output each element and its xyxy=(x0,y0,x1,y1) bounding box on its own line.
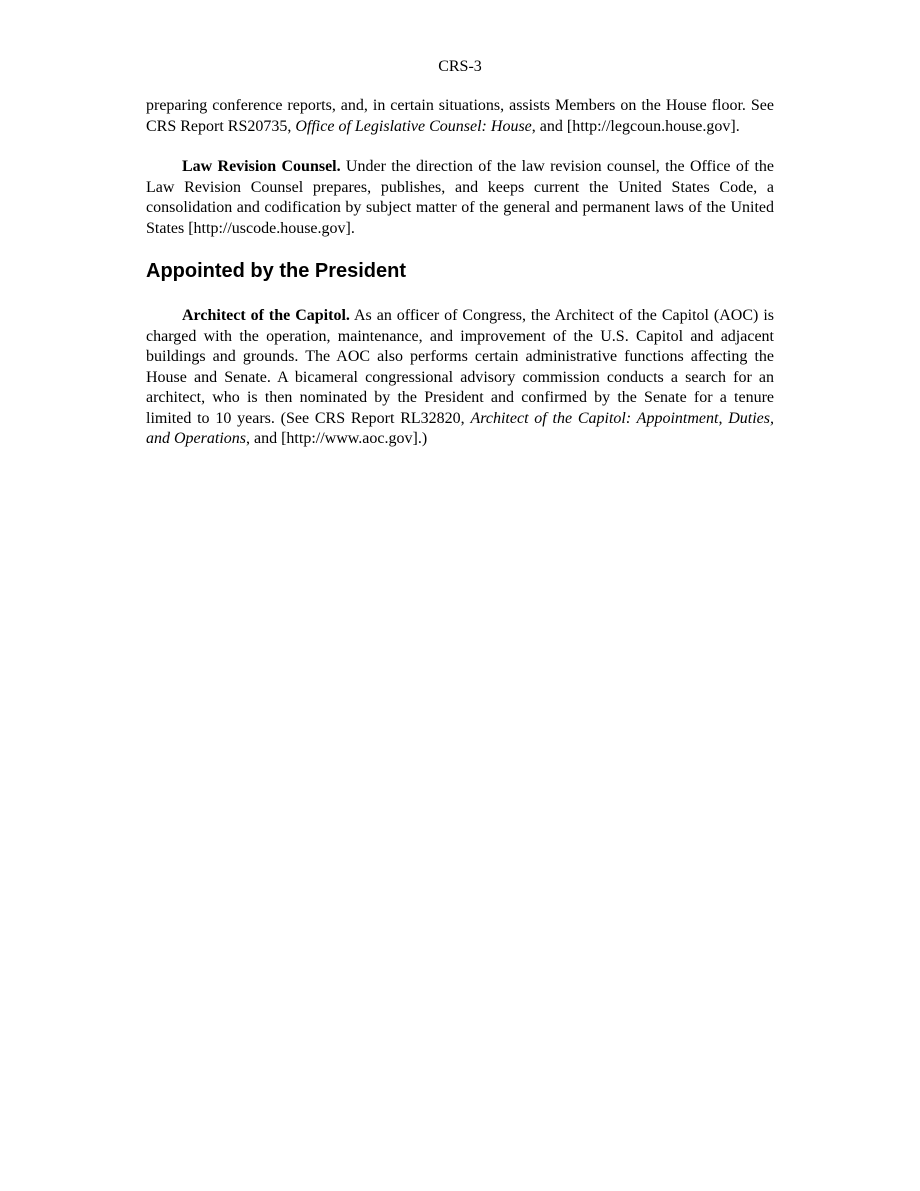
page-number: CRS-3 xyxy=(438,58,482,75)
paragraph-text: Under the direction of the law revision counsel, the Office of the Law Revision Counsel prepares, publishes, and keeps current the United States Code, a consolidation and codification by subject matter of the general and permanent laws of the United States [http://uscode.house.gov]. xyxy=(146,158,774,237)
paragraph-text: , and [http://legcoun.house.gov]. xyxy=(531,117,740,135)
paragraph-architect-of-the-capitol xyxy=(146,306,774,450)
report-title: Office of Legislative Counsel: House xyxy=(295,117,532,135)
run-in-heading: Architect of the Capitol. xyxy=(182,307,350,324)
paragraph-text: preparing conference reports, and, in certain situations, assists Members on the House floor. See CRS Report RS20735, xyxy=(146,97,774,135)
paragraph-law-revision-counsel xyxy=(146,157,774,239)
paragraph-text: As an officer of Congress, the Architect of the Capitol (AOC) is charged with the operation, maintenance, and improvement of the U.S. Capitol and adjacent buildings and grounds. The AOC also performs certain administrative functions affecting the House and Senate. A bicameral congressional advisory commission conducts a search for an architect, who is then nominated by the President and confirmed by the Senate for a tenure limited to 10 years. (See CRS Report RL32820, xyxy=(146,307,775,427)
paragraph-legislative-counsel xyxy=(146,96,774,137)
document-body xyxy=(146,96,774,450)
run-in-heading: Law Revision Counsel. xyxy=(182,158,341,175)
paragraph-text: , and [http://www.aoc.gov].) xyxy=(246,430,428,447)
report-title: Architect of the Capitol: Appointment, Duties, and Operations xyxy=(146,409,775,447)
section-heading: Appointed by the President xyxy=(146,260,407,282)
